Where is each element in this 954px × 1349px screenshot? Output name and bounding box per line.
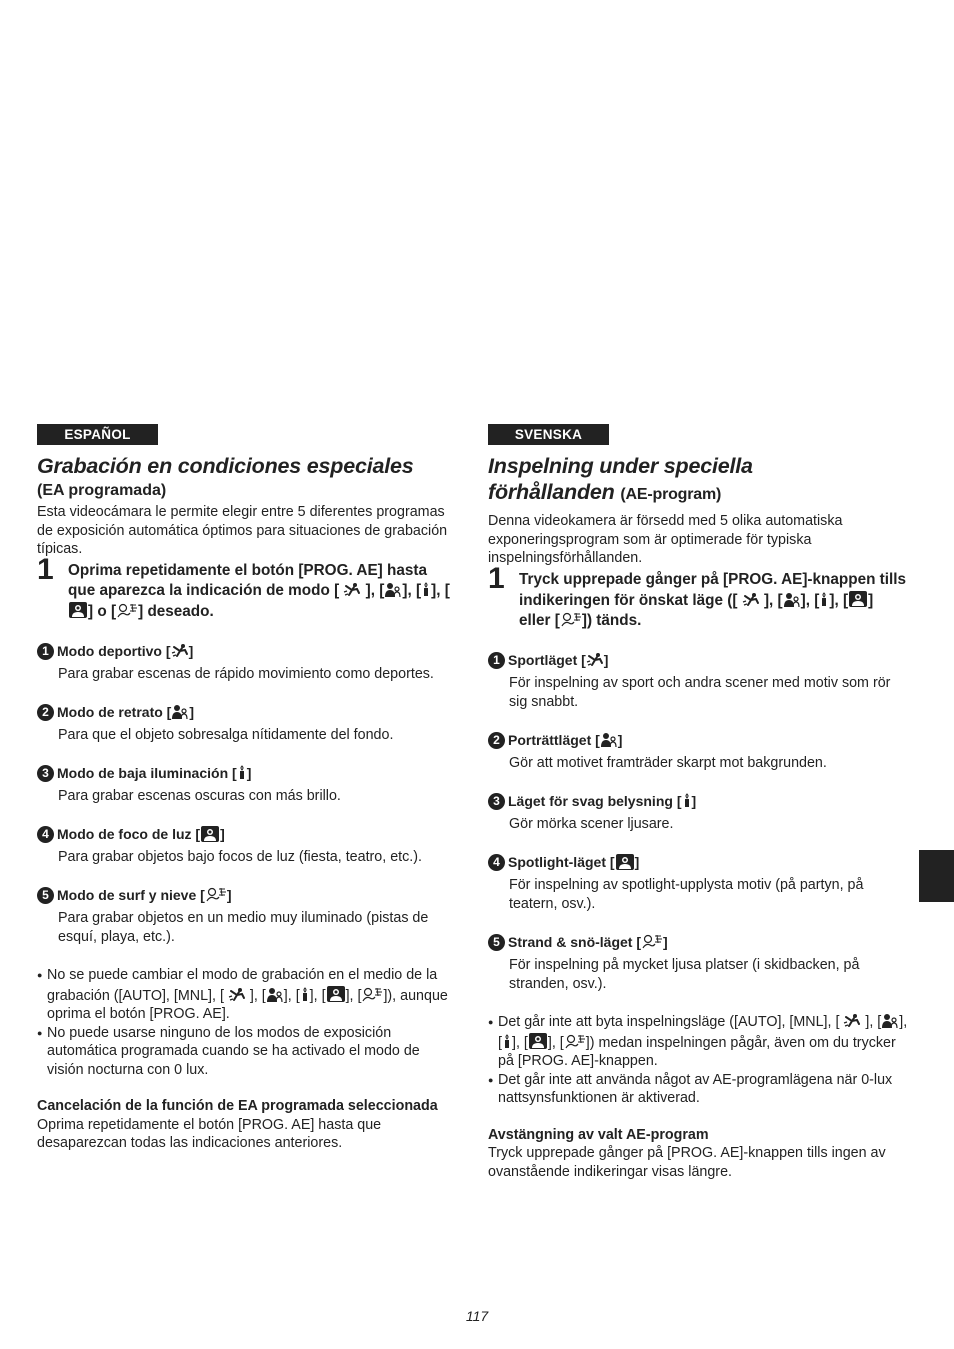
low-light-icon [421,582,431,598]
spotlight-icon [528,1032,548,1050]
sports-icon [171,643,189,659]
step-number: 1 [37,552,54,586]
section-subtitle: (EA programada) [37,482,167,499]
low-light-icon [502,1034,512,1050]
number-badge: 5 [488,934,505,951]
list-item: 3 Läget för svag belysning [ ] Gör mörka scener ljusare. [488,792,908,834]
portrait-icon [783,592,801,608]
list-item: 1 Sportläget [ ] För inspelning av sport och andra scener med motiv som rör sig snabbt. [488,651,908,712]
number-badge: 1 [488,652,505,669]
list-item: 1 Modo deportivo [ ] Para grabar escenas de rápido movimiento como deportes. [37,642,455,684]
note-item: ● No puede usarse ninguno de los modos de exposición automática programada cuando se ha activado el modo de visión nocturna con 0 lux. [37,1024,455,1080]
low-light-icon [300,987,310,1003]
spotlight-icon [68,601,88,619]
section-title: Inspelning under speciella förhållanden (AE-program) [488,454,753,504]
portrait-icon [881,1013,899,1029]
surf-snow-icon [564,1034,586,1050]
list-item: 3 Modo de baja iluminación [ ] Para grabar escenas oscuras con más brillo. [37,764,455,806]
cancel-heading: Cancelación de la función de EA programada seleccionada [37,1098,438,1115]
note-item: ● Det går inte att använda något av AE-programlägena när 0-lux nattsynsfunktionen är aktiverad. [488,1071,908,1108]
portrait-icon [171,704,189,720]
mode-list [488,651,908,994]
step-text: Oprima repetidamente el botón [PROG. AE] hasta que aparezca la indicación de modo [ ], [ ], [ ], [ ] o [ ] deseado. [68,561,450,621]
spotlight-icon [848,590,868,608]
mode-list [37,642,455,947]
list-item: 2 Porträttläget [ ] Gör att motivet framträder skarpt mot bakgrunden. [488,731,908,773]
surf-snow-icon [205,887,227,903]
cancel-text: Tryck upprepade gånger på [PROG. AE]-knappen tills ingen av ovanstående indikeringar visas längre. [488,1145,886,1180]
list-item: 5 Modo de surf y nieve [ ] Para grabar objetos en un medio muy iluminado (pistas de esquí, playa, etc.). [37,886,455,947]
cancel-heading: Avstängning av valt AE-program [488,1126,709,1143]
list-item: 4 Spotlight-läget [ ] För inspelning av spotlight-upplysta motiv (på partyn, på teatern, osv.). [488,853,908,914]
intro-text: Esta videocámara le permite elegir entre 5 diferentes programas de exposición automática óptimos para situaciones de grabación típicas. [37,504,448,557]
intro-text: Denna videokamera är försedd med 5 olika automatiska exponeringsprogram som är optimerade för typiska inspelningsförhållanden. [488,513,843,566]
column-spanish [37,424,455,1153]
number-badge: 3 [488,793,505,810]
sports-icon [586,652,604,668]
note-item: ● Det går inte att byta inspelningsläge ([AUTO], [MNL], [ ], [ ], [ ], [ ], [ ]) medan inspelningen pågår, även om du trycker på [PROG. AE]-knappen. [488,1013,908,1071]
surf-snow-icon [361,987,383,1003]
section-title: Grabación en condiciones especiales [37,454,414,478]
column-swedish [488,424,908,1181]
step-number: 1 [488,561,505,595]
list-item: 5 Strand & snö-läget [ ] För inspelning på mycket ljusa platser (i skidbacken, på stranden, osv.). [488,933,908,994]
number-badge: 3 [37,765,54,782]
low-light-icon [819,592,829,608]
number-badge: 5 [37,887,54,904]
cancel-text: Oprima repetidamente el botón [PROG. AE] hasta que desaparezcan todas las indicaciones anteriores. [37,1116,382,1152]
spotlight-icon [326,985,346,1003]
number-badge: 4 [37,826,54,843]
portrait-icon [266,987,284,1003]
spotlight-icon [200,825,220,843]
surf-snow-icon [641,934,663,950]
sports-icon [228,987,246,1003]
step-1 [488,561,908,632]
language-label: ESPAÑOL [37,424,158,445]
sports-icon [742,592,760,608]
spotlight-icon [615,853,635,871]
language-label: SVENSKA [488,424,609,445]
number-badge: 1 [37,643,54,660]
number-badge: 2 [488,732,505,749]
low-light-icon [682,793,692,809]
page-number: 117 [465,1308,489,1324]
surf-snow-icon [116,603,138,619]
number-badge: 2 [37,704,54,721]
portrait-icon [600,732,618,748]
step-1 [37,552,455,623]
note-item: ● No se puede cambiar el modo de grabación en el medio de la grabación ([AUTO], [MNL], [ ], [ ], [ ], [ ], [ ]), aunque oprima el botón [PROG. AE]. [37,966,455,1024]
list-item: 2 Modo de retrato [ ] Para que el objeto sobresalga nítidamente del fondo. [37,703,455,745]
number-badge: 4 [488,854,505,871]
notes [37,966,455,1079]
sports-icon [843,1013,861,1029]
notes [488,1013,908,1108]
side-thumb-tab [919,850,954,902]
sports-icon [343,582,361,598]
portrait-icon [384,582,402,598]
step-text: Tryck upprepade gånger på [PROG. AE]-knappen tills indikeringen för önskat läge ([ ], [ ], [ ], [ ] eller [ ]) tänds. [519,570,907,630]
surf-snow-icon [560,612,582,628]
list-item: 4 Modo de foco de luz [ ] Para grabar objetos bajo focos de luz (fiesta, teatro, etc.). [37,825,455,867]
section-subtitle: (AE-program) [620,486,722,503]
low-light-icon [237,765,247,781]
